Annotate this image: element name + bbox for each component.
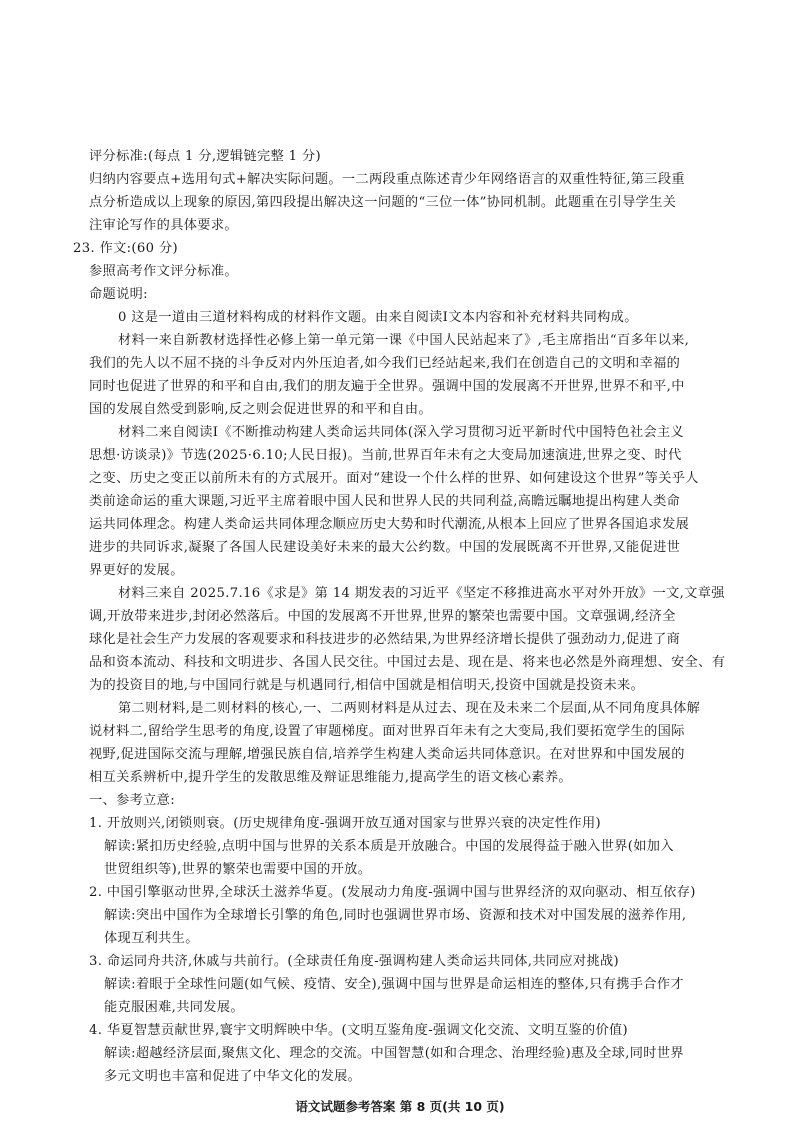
text-line: 参照高考作文评分标准。 — [89, 264, 238, 279]
text-line: 解读:超越经济层面,聚焦文化、理念的交流。中国智慧(如和合理念、治理经验)惠及全球,同时世界 — [104, 1046, 684, 1061]
section-heading: 23. 作文:(60 分) — [73, 241, 178, 256]
text-line: 材料一来自新教材选择性必修上第一单元第一课《中国人民站起来了》,毛主席指出“百多年以来, — [118, 333, 690, 348]
text-line: 世贸组织等),世界的繁荣也需要中国的开放。 — [104, 862, 372, 877]
list-item-title: 3. 命运同舟共济,休戚与共前行。(全球责任角度-强调构建人类命运共同体,共同应对挑战) — [89, 954, 620, 969]
text-line: 第二则材料,是二则材料的核心,一、二两则材料是从过去、现在及未来二个层面,从不同角度具体解 — [118, 701, 701, 716]
list-item-title: 2. 中国引擎驱动世界,全球沃土滋养华夏。(发展动力角度-强调中国与世界经济的双向驱动、相互依存) — [89, 885, 696, 900]
text-line: 视野,促进国际交流与理解,增强民族自信,培养学生构建人类命运共同体意识。在对世界和中国发展的 — [89, 747, 685, 762]
text-line: 国的发展自然受到影响,反之则会促进世界的和平和自由。 — [89, 402, 432, 417]
text-line: 球化是社会生产力发展的客观要求和科技进步的必然结果,为世界经济增长提供了强劲动力,促进了商 — [89, 632, 681, 647]
text-line: 评分标准:(每点 1 分,逻辑链完整 1 分) — [89, 149, 321, 164]
page-footer: 语文试题参考答案 第 8 页(共 10 页) — [295, 1099, 505, 1114]
text-line: 0 这是一道由三道材料构成的材料作文题。由来自阅读Ⅰ文本内容和补充材料共同构成。 — [118, 310, 638, 325]
text-line: 类前途命运的重大课题,习近平主席着眼中国人民和世界人民的共同利益,高瞻远瞩地提出构建人类命 — [89, 494, 681, 509]
text-line: 说材料二,留给学生思考的角度,设置了审题梯度。面对世界百年未有之大变局,我们要拓宽学生的国际 — [89, 724, 685, 739]
text-line: 为的投资目的地,与中国同行就是与机遇同行,相信中国就是相信明天,投资中国就是投资未来。 — [89, 678, 645, 693]
text-line: 调,开放带来进步,封闭必然落后。中国的发展离不开世界,世界的繁荣也需要中国。文章强调,经济全 — [89, 609, 676, 624]
text-line: 运共同体理念。构建人类命运共同体理念顺应历史大势和时代潮流,从根本上回应了世界各国追求发展 — [89, 517, 690, 532]
text-line: 同时也促进了世界的和平和自由,我们的朋友遍于全世界。强调中国的发展离不开世界,世界不和平,中 — [89, 379, 685, 394]
text-line: 体现互利共生。 — [104, 931, 199, 946]
text-line: 界更好的发展。 — [89, 563, 184, 578]
text-line: 能克服困难,共同发展。 — [104, 1000, 244, 1015]
text-line: 解读:着眼于全球性问题(如气候、疫情、安全),强调中国与世界是命运相连的整体,只有携手合作才 — [104, 977, 684, 992]
text-line: 命题说明: — [89, 287, 148, 302]
list-item-title: 4. 华夏智慧贡献世界,寰宇文明辉映中华。(文明互鉴角度-强调文化交流、文明互鉴的价值) — [89, 1023, 629, 1038]
section-heading: 一、参考立意: — [89, 793, 176, 808]
text-line: 相互关系辨析中,提升学生的发散思维及辩证思维能力,提高学生的语文核心素养。 — [89, 770, 572, 785]
text-line: 思想·访谈录)》节选(2025·6.10;人民日报)。当前,世界百年未有之大变局加速演进,世界之变、时代 — [89, 448, 682, 463]
text-line: 归纳内容要点+选用句式+解决实际问题。一二两段重点陈述青少年网络语言的双重性特征,第三段重 — [89, 172, 685, 187]
text-line: 我们的先人以不屈不挠的斗争反对内外压迫者,如今我们已经站起来,我们在创造自己的文明和幸福的 — [89, 356, 681, 371]
text-line: 材料二来自阅读Ⅰ《不断推动构建人类命运共同体(深入学习贯彻习近平新时代中国特色社会主义 — [118, 425, 685, 440]
text-line: 解读:紧扣历史经验,点明中国与世界的关系本质是开放融合。中国的发展得益于融入世界(如加入 — [104, 839, 674, 854]
text-line: 之变、历史之变正以前所未有的方式展开。面对“建设一个什么样的世界、如何建设这个世界”等关乎人 — [89, 471, 699, 486]
text-line: 进步的共同诉求,凝聚了各国人民建设美好未来的最大公约数。中国的发展既离不开世界,又能促进世 — [89, 540, 681, 555]
text-line: 解读:突出中国作为全球增长引擎的角色,同时也强调世界市场、资源和技术对中国发展的滋养作用, — [104, 908, 687, 923]
text-line: 材料三来自 2025.7.16《求是》第 14 期发表的习近平《坚定不移推进高水平对外开放》一文,文章强 — [118, 586, 725, 601]
text-line: 注审论写作的具体要求。 — [89, 218, 238, 233]
text-line: 品和资本流动、科技和文明进步、各国人民交往。中国过去是、现在是、将来也必然是外商理想、安全、有 — [89, 655, 726, 670]
text-line: 多元文明也丰富和促进了中华文化的发展。 — [104, 1069, 362, 1084]
list-item-title: 1. 开放则兴,闭锁则衰。(历史规律角度-强调开放互通对国家与世界兴衰的决定性作用) — [89, 816, 601, 831]
text-line: 点分析造成以上现象的原因,第四段提出解决这一问题的“三位一体”协同机制。此题重在引导学生关 — [89, 195, 677, 210]
